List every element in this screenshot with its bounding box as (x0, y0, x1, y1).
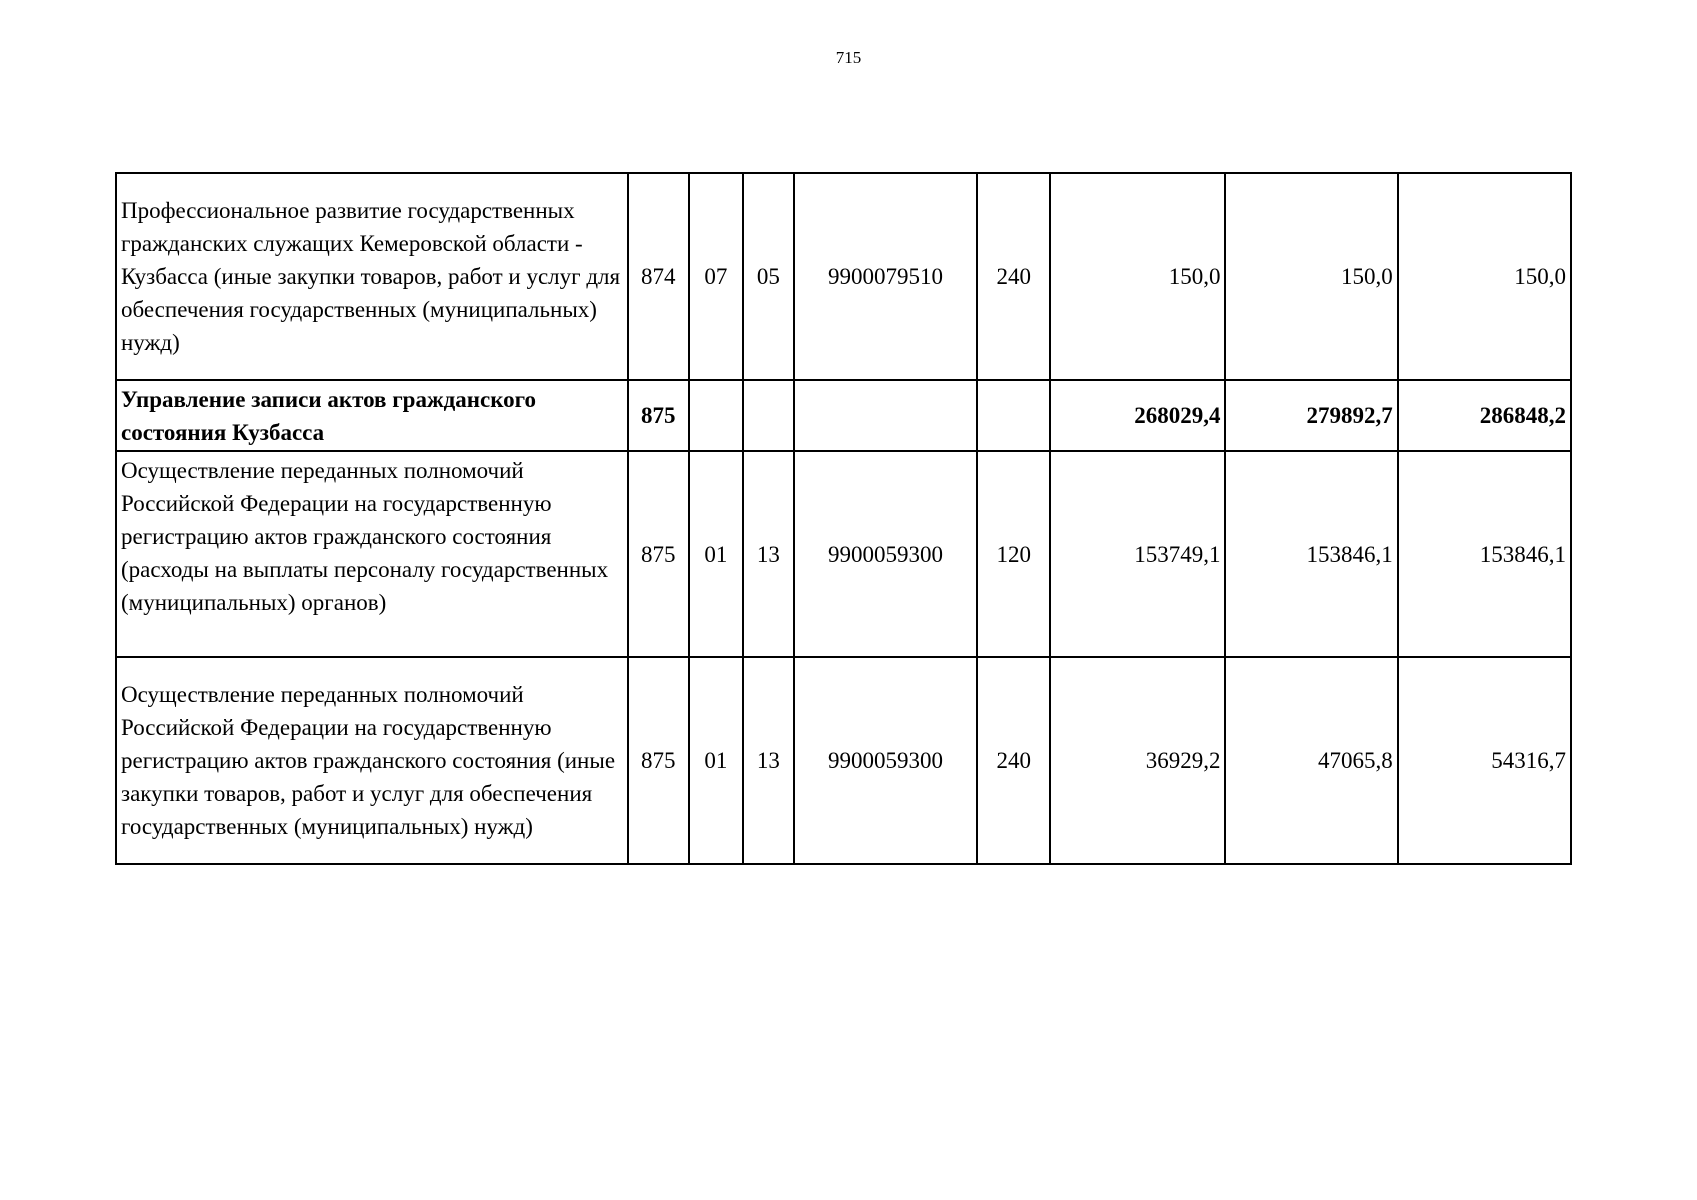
section-code: 07 (689, 173, 743, 380)
amount-year1: 268029,4 (1050, 380, 1225, 451)
amount-year3: 153846,1 (1398, 451, 1571, 657)
amount-year3: 54316,7 (1398, 657, 1571, 864)
row-description: Осуществление переданных полномочий Российской Федерации на государственную регистрацию актов гражданского состояния (иные закупки товаров, работ и услуг для обеспечения государственных (муниципальных) нужд) (116, 657, 628, 864)
row-description: Профессиональное развитие государственных гражданских служащих Кемеровской области - Кузбасса (иные закупки товаров, работ и услуг для обеспечения государственных (муниципальных) нужд) (116, 173, 628, 380)
amount-year2: 153846,1 (1225, 451, 1397, 657)
table-row (116, 173, 1571, 380)
subsection-code: 13 (743, 451, 794, 657)
row-description: Осуществление переданных полномочий Российской Федерации на государственную регистрацию актов гражданского состояния (расходы на выплаты персоналу государственных (муниципальных) органов) (116, 451, 628, 657)
amount-year1: 150,0 (1050, 173, 1225, 380)
subsection-code: 13 (743, 657, 794, 864)
expense-type-code: 240 (977, 657, 1050, 864)
section-code: 01 (689, 657, 743, 864)
expense-type-code: 120 (977, 451, 1050, 657)
page-number: 715 (835, 48, 862, 67)
amount-year2: 150,0 (1225, 173, 1397, 380)
target-article-code: 9900059300 (794, 657, 977, 864)
amount-year3: 150,0 (1398, 173, 1571, 380)
amount-year2: 279892,7 (1225, 380, 1397, 451)
target-article-code (794, 380, 977, 451)
table-row-total (116, 380, 1571, 451)
ministry-code: 875 (628, 657, 689, 864)
amount-year2: 47065,8 (1225, 657, 1397, 864)
target-article-code: 9900059300 (794, 451, 977, 657)
section-code: 01 (689, 451, 743, 657)
expense-type-code (977, 380, 1050, 451)
table-row (116, 451, 1571, 657)
ministry-code: 875 (628, 451, 689, 657)
amount-year3: 286848,2 (1398, 380, 1571, 451)
subsection-code (743, 380, 794, 451)
table-row (116, 657, 1571, 864)
budget-table (115, 172, 1572, 865)
target-article-code: 9900079510 (794, 173, 977, 380)
amount-year1: 153749,1 (1050, 451, 1225, 657)
ministry-code: 874 (628, 173, 689, 380)
row-description: Управление записи актов гражданского состояния Кузбасса (116, 380, 628, 451)
subsection-code: 05 (743, 173, 794, 380)
amount-year1: 36929,2 (1050, 657, 1225, 864)
ministry-code: 875 (628, 380, 689, 451)
section-code (689, 380, 743, 451)
expense-type-code: 240 (977, 173, 1050, 380)
